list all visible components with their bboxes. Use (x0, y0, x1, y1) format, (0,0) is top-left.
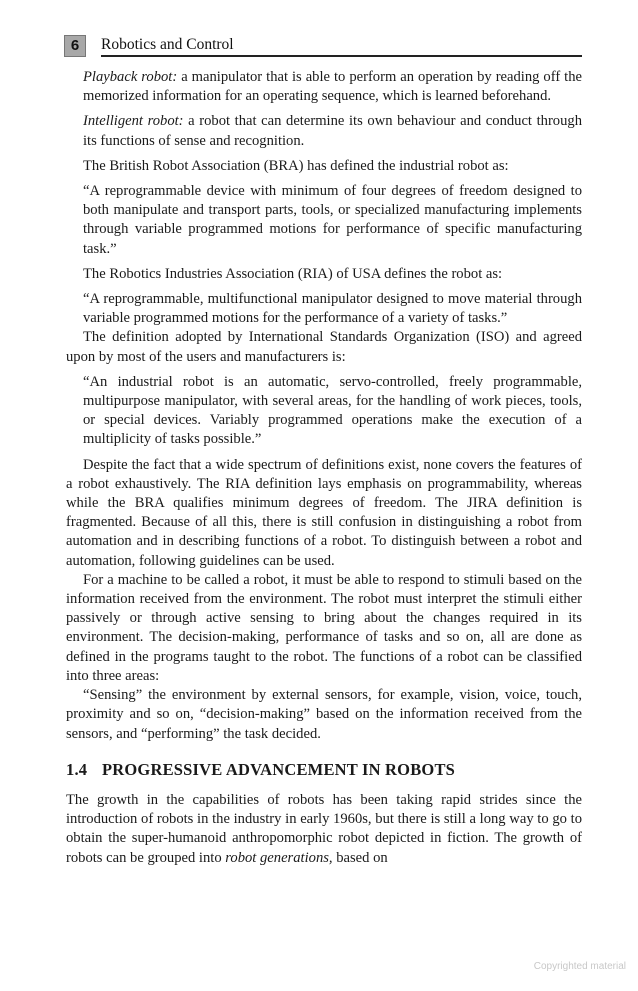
paragraph-machine: For a machine to be called a robot, it must be able to respond to stimuli based on the information received from the environment. The robot must interpret the stimuli either passively or through active sensing to bring about the changes required in its environment. The decision-making, performance of tasks and so on, all are done as defined in the programs taught to the robot. The functions of a robot can be classified into three areas: (66, 571, 582, 684)
growth-text-end: based on (332, 849, 388, 866)
page-header (64, 35, 582, 57)
running-title: Robotics and Control (101, 36, 234, 53)
bra-quote: “A reprogrammable device with minimum of four degrees of freedom designed to both manipulate and transport parts, tools, or specialized manufacturing implements through variable programmed motions for performance of specific manufacturing task.” (83, 183, 582, 257)
growth-text: The growth in the capabilities of robots has been taking rapid strides since the introduction of robots in the industry in early 1960s, but there is still a long way to go to obtain the super-humanoid anthropomorphic robot depicted in fiction. The growth of robots can be grouped into (66, 791, 582, 866)
header-rule (101, 55, 582, 57)
section-heading (66, 760, 582, 779)
copyright-watermark: Copyrighted material (533, 961, 626, 972)
paragraph-growth (66, 791, 582, 868)
page-content (66, 68, 582, 874)
term-intelligent-robot: Intelligent robot: (83, 113, 184, 130)
definition-text: a manipulator that is able to perform an operation by reading off the memorized information for an operating sequence, which is learned beforehand. (83, 69, 582, 105)
definition-text: a robot that can determine its own behaviour and conduct through its functions of sense and recognition. (83, 113, 582, 149)
page-number-badge: 6 (64, 35, 86, 57)
definition-playback-robot (66, 68, 582, 106)
definition-intelligent-robot (66, 112, 582, 150)
ria-quote: “A reprogrammable, multifunctional manipulator designed to move material through variable programmed motions for the performance of a variety of tasks.” (83, 291, 582, 327)
ria-intro: The Robotics Industries Association (RIA) of USA defines the robot as: (83, 265, 503, 282)
paragraph-despite: Despite the fact that a wide spectrum of definitions exist, none covers the features of a robot exhaustively. The RIA definition lays emphasis on programmability, whereas while the BRA qualifies minimum degrees of freedom. The JIRA definition is fragmented. Because of all this, there is still confusion in distinguishing a robot from automation and in describing functions of a robot. To distinguish between a robot and automation, following guidelines can be used. (66, 456, 582, 569)
paragraph-sensing: “Sensing” the environment by external sensors, for example, vision, voice, touch, proximity and so on, “decision-making” based on the information received from the sensors, and “performing” the task decided. (66, 687, 582, 742)
growth-italic: robot generations, (225, 849, 333, 866)
iso-intro: The definition adopted by International Standards Organization (ISO) and agreed upon by most of the users and manufacturers is: (66, 329, 582, 365)
section-number: 1.4 (66, 759, 88, 779)
iso-quote: “An industrial robot is an automatic, servo-controlled, freely programmable, multipurpose manipulator, with several areas, for the handling of work pieces, tools, or special devices. Variably programmed operations make the execution of a multiplicity of tasks possible.” (83, 373, 582, 448)
section-title: PROGRESSIVE ADVANCEMENT IN ROBOTS (102, 759, 456, 779)
term-playback-robot: Playback robot: (83, 69, 178, 85)
bra-intro: The British Robot Association (BRA) has defined the industrial robot as: (83, 157, 509, 174)
